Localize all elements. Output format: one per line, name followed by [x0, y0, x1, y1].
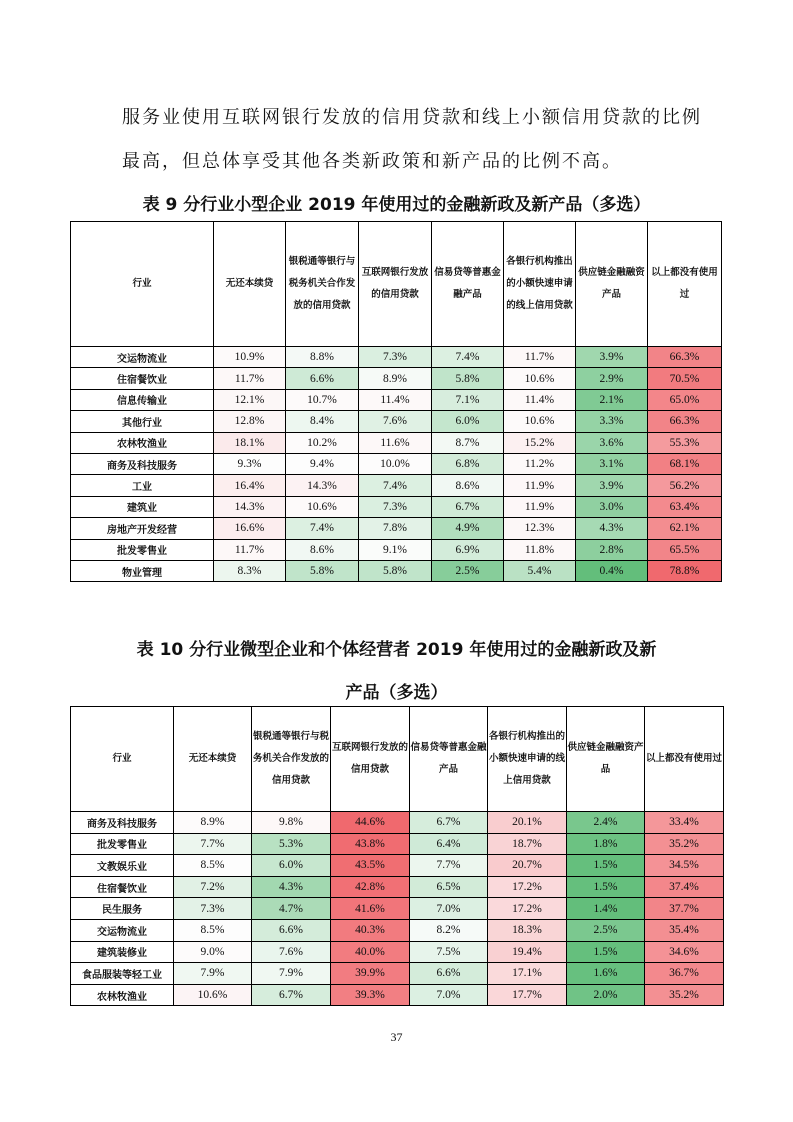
value-cell: 1.6% — [567, 963, 645, 985]
table-row — [71, 963, 724, 985]
value-cell: 6.5% — [410, 876, 488, 898]
value-cell: 16.6% — [214, 518, 286, 539]
industry-cell: 建筑装修业 — [71, 941, 174, 963]
value-cell: 6.6% — [410, 963, 488, 985]
value-cell: 43.8% — [331, 833, 410, 855]
industry-cell: 住宿餐饮业 — [71, 368, 214, 389]
value-cell: 3.6% — [576, 432, 648, 453]
value-cell: 10.6% — [504, 368, 576, 389]
value-cell: 6.0% — [432, 411, 504, 432]
value-cell: 7.3% — [359, 496, 432, 517]
industry-cell: 其他行业 — [71, 411, 214, 432]
value-cell: 11.9% — [504, 496, 576, 517]
table10-header-6: 供应链金融融资产品 — [567, 707, 645, 812]
value-cell: 34.5% — [645, 855, 724, 877]
intro-line-1: 服务业使用互联网银行发放的信用贷款和线上小额信用贷款的比例 — [122, 107, 702, 128]
table9-body — [71, 347, 722, 582]
industry-cell: 房地产开发经营 — [71, 518, 214, 539]
value-cell: 65.0% — [648, 389, 722, 410]
value-cell: 6.7% — [410, 812, 488, 834]
value-cell: 12.1% — [214, 389, 286, 410]
value-cell: 35.2% — [645, 833, 724, 855]
value-cell: 18.1% — [214, 432, 286, 453]
value-cell: 10.6% — [286, 496, 359, 517]
value-cell: 11.8% — [504, 539, 576, 560]
value-cell: 65.5% — [648, 539, 722, 560]
value-cell: 7.4% — [286, 518, 359, 539]
table9-header-0: 行业 — [71, 222, 214, 347]
industry-cell: 交运物流业 — [71, 919, 174, 941]
value-cell: 37.4% — [645, 876, 724, 898]
value-cell: 8.9% — [359, 368, 432, 389]
table-row — [71, 539, 722, 560]
value-cell: 6.7% — [432, 496, 504, 517]
value-cell: 11.4% — [504, 389, 576, 410]
value-cell: 6.4% — [410, 833, 488, 855]
value-cell: 66.3% — [648, 347, 722, 368]
table-row — [71, 496, 722, 517]
value-cell: 3.9% — [576, 475, 648, 496]
table10-header-0: 行业 — [71, 707, 174, 812]
value-cell: 78.8% — [648, 560, 722, 581]
value-cell: 1.5% — [567, 941, 645, 963]
value-cell: 8.2% — [410, 919, 488, 941]
value-cell: 7.0% — [410, 898, 488, 920]
table9-header-2: 银税通等银行与税务机关合作发放的信用贷款 — [286, 222, 359, 347]
value-cell: 18.7% — [488, 833, 567, 855]
intro-line-2: 最高，但总体享受其他各类新政策和新产品的比例不高。 — [122, 151, 622, 172]
table9-header-row — [71, 222, 722, 347]
value-cell: 2.5% — [432, 560, 504, 581]
industry-cell: 交运物流业 — [71, 347, 214, 368]
table10-header-2: 银税通等银行与税务机关合作发放的信用贷款 — [252, 707, 331, 812]
value-cell: 7.5% — [410, 941, 488, 963]
table-row — [71, 389, 722, 410]
value-cell: 9.3% — [214, 453, 286, 474]
value-cell: 63.4% — [648, 496, 722, 517]
table-row — [71, 411, 722, 432]
value-cell: 8.4% — [286, 411, 359, 432]
table-row — [71, 518, 722, 539]
value-cell: 6.8% — [432, 453, 504, 474]
value-cell: 68.1% — [648, 453, 722, 474]
value-cell: 7.4% — [359, 475, 432, 496]
value-cell: 11.6% — [359, 432, 432, 453]
value-cell: 8.8% — [286, 347, 359, 368]
industry-cell: 农林牧渔业 — [71, 984, 174, 1006]
value-cell: 41.6% — [331, 898, 410, 920]
table-row — [71, 432, 722, 453]
industry-cell: 住宿餐饮业 — [71, 876, 174, 898]
table10-body — [71, 812, 724, 1006]
value-cell: 9.4% — [286, 453, 359, 474]
value-cell: 8.6% — [286, 539, 359, 560]
value-cell: 66.3% — [648, 411, 722, 432]
table9-header-1: 无还本续贷 — [214, 222, 286, 347]
value-cell: 14.3% — [286, 475, 359, 496]
table-row — [71, 898, 724, 920]
value-cell: 7.6% — [252, 941, 331, 963]
value-cell: 16.4% — [214, 475, 286, 496]
value-cell: 39.3% — [331, 984, 410, 1006]
value-cell: 17.1% — [488, 963, 567, 985]
value-cell: 4.3% — [252, 876, 331, 898]
value-cell: 7.0% — [410, 984, 488, 1006]
table10-header-4: 信易贷等普惠金融产品 — [410, 707, 488, 812]
industry-cell: 农林牧渔业 — [71, 432, 214, 453]
value-cell: 12.8% — [214, 411, 286, 432]
value-cell: 56.2% — [648, 475, 722, 496]
table-row — [71, 941, 724, 963]
value-cell: 35.2% — [645, 984, 724, 1006]
table-row — [71, 560, 722, 581]
value-cell: 8.5% — [174, 855, 252, 877]
table-row — [71, 368, 722, 389]
value-cell: 6.6% — [252, 919, 331, 941]
table-row — [71, 453, 722, 474]
table10-header-5: 各银行机构推出的小额快速申请的线上信用贷款 — [488, 707, 567, 812]
value-cell: 6.9% — [432, 539, 504, 560]
industry-cell: 物业管理 — [71, 560, 214, 581]
value-cell: 7.9% — [174, 963, 252, 985]
value-cell: 1.5% — [567, 855, 645, 877]
table9-header-3: 互联网银行发放的信用贷款 — [359, 222, 432, 347]
value-cell: 8.6% — [432, 475, 504, 496]
value-cell: 18.3% — [488, 919, 567, 941]
table-row — [71, 347, 722, 368]
value-cell: 15.2% — [504, 432, 576, 453]
value-cell: 9.8% — [252, 812, 331, 834]
value-cell: 11.4% — [359, 389, 432, 410]
value-cell: 5.8% — [432, 368, 504, 389]
table9-header-4: 信易贷等普惠金融产品 — [432, 222, 504, 347]
value-cell: 14.3% — [214, 496, 286, 517]
value-cell: 7.7% — [410, 855, 488, 877]
value-cell: 10.2% — [286, 432, 359, 453]
value-cell: 10.6% — [504, 411, 576, 432]
value-cell: 1.8% — [567, 833, 645, 855]
value-cell: 1.5% — [567, 876, 645, 898]
value-cell: 20.7% — [488, 855, 567, 877]
table10-caption-line-1: 表 10 分行业微型企业和个体经营者 2019 年使用过的金融新政及新 — [136, 640, 657, 660]
value-cell: 11.2% — [504, 453, 576, 474]
industry-cell: 文教娱乐业 — [71, 855, 174, 877]
value-cell: 3.3% — [576, 411, 648, 432]
value-cell: 7.7% — [174, 833, 252, 855]
table-row — [71, 475, 722, 496]
value-cell: 2.0% — [567, 984, 645, 1006]
page-number: 37 — [390, 1030, 403, 1044]
table10 — [70, 706, 724, 1006]
value-cell: 6.7% — [252, 984, 331, 1006]
value-cell: 43.5% — [331, 855, 410, 877]
value-cell: 2.4% — [567, 812, 645, 834]
table10-header-3: 互联网银行发放的信用贷款 — [331, 707, 410, 812]
value-cell: 2.8% — [576, 539, 648, 560]
value-cell: 17.2% — [488, 876, 567, 898]
table10-caption-line-2: 产品（多选） — [345, 683, 448, 703]
value-cell: 5.8% — [286, 560, 359, 581]
industry-cell: 商务及科技服务 — [71, 453, 214, 474]
value-cell: 3.9% — [576, 347, 648, 368]
table10-header-7: 以上都没有使用过 — [645, 707, 724, 812]
value-cell: 11.9% — [504, 475, 576, 496]
value-cell: 36.7% — [645, 963, 724, 985]
value-cell: 3.1% — [576, 453, 648, 474]
industry-cell: 食品服装等轻工业 — [71, 963, 174, 985]
value-cell: 5.8% — [359, 560, 432, 581]
table9 — [70, 221, 722, 582]
industry-cell: 商务及科技服务 — [71, 812, 174, 834]
table-row — [71, 984, 724, 1006]
value-cell: 17.7% — [488, 984, 567, 1006]
value-cell: 12.3% — [504, 518, 576, 539]
industry-cell: 工业 — [71, 475, 214, 496]
value-cell: 20.1% — [488, 812, 567, 834]
industry-cell: 信息传输业 — [71, 389, 214, 410]
value-cell: 11.7% — [504, 347, 576, 368]
value-cell: 40.3% — [331, 919, 410, 941]
value-cell: 17.2% — [488, 898, 567, 920]
table9-header-6: 供应链金融融资产品 — [576, 222, 648, 347]
value-cell: 44.6% — [331, 812, 410, 834]
table-row — [71, 919, 724, 941]
value-cell: 2.9% — [576, 368, 648, 389]
value-cell: 7.2% — [174, 876, 252, 898]
industry-cell: 批发零售业 — [71, 833, 174, 855]
value-cell: 7.1% — [432, 389, 504, 410]
value-cell: 39.9% — [331, 963, 410, 985]
value-cell: 2.5% — [567, 919, 645, 941]
value-cell: 7.8% — [359, 518, 432, 539]
value-cell: 5.4% — [504, 560, 576, 581]
value-cell: 9.0% — [174, 941, 252, 963]
table9-header-7: 以上都没有使用过 — [648, 222, 722, 347]
value-cell: 40.0% — [331, 941, 410, 963]
value-cell: 33.4% — [645, 812, 724, 834]
table10-header-row — [71, 707, 724, 812]
table-row — [71, 833, 724, 855]
value-cell: 8.5% — [174, 919, 252, 941]
value-cell: 7.9% — [252, 963, 331, 985]
value-cell: 7.3% — [359, 347, 432, 368]
value-cell: 7.6% — [359, 411, 432, 432]
value-cell: 7.4% — [432, 347, 504, 368]
value-cell: 5.3% — [252, 833, 331, 855]
table9-caption: 表 9 分行业小型企业 2019 年使用过的金融新政及新产品（多选） — [142, 195, 651, 215]
table-row — [71, 876, 724, 898]
value-cell: 10.6% — [174, 984, 252, 1006]
value-cell: 4.3% — [576, 518, 648, 539]
value-cell: 11.7% — [214, 368, 286, 389]
value-cell: 11.7% — [214, 539, 286, 560]
value-cell: 35.4% — [645, 919, 724, 941]
value-cell: 62.1% — [648, 518, 722, 539]
value-cell: 10.9% — [214, 347, 286, 368]
value-cell: 37.7% — [645, 898, 724, 920]
value-cell: 6.6% — [286, 368, 359, 389]
value-cell: 0.4% — [576, 560, 648, 581]
value-cell: 10.7% — [286, 389, 359, 410]
value-cell: 10.0% — [359, 453, 432, 474]
value-cell: 8.3% — [214, 560, 286, 581]
value-cell: 55.3% — [648, 432, 722, 453]
value-cell: 70.5% — [648, 368, 722, 389]
value-cell: 7.3% — [174, 898, 252, 920]
value-cell: 3.0% — [576, 496, 648, 517]
industry-cell: 批发零售业 — [71, 539, 214, 560]
industry-cell: 建筑业 — [71, 496, 214, 517]
value-cell: 4.7% — [252, 898, 331, 920]
value-cell: 4.9% — [432, 518, 504, 539]
table-row — [71, 855, 724, 877]
table-row — [71, 812, 724, 834]
table10-header-1: 无还本续贷 — [174, 707, 252, 812]
value-cell: 8.7% — [432, 432, 504, 453]
value-cell: 42.8% — [331, 876, 410, 898]
table9-header-5: 各银行机构推出的小额快速申请的线上信用贷款 — [504, 222, 576, 347]
industry-cell: 民生服务 — [71, 898, 174, 920]
value-cell: 8.9% — [174, 812, 252, 834]
value-cell: 9.1% — [359, 539, 432, 560]
value-cell: 6.0% — [252, 855, 331, 877]
value-cell: 2.1% — [576, 389, 648, 410]
value-cell: 34.6% — [645, 941, 724, 963]
value-cell: 1.4% — [567, 898, 645, 920]
value-cell: 19.4% — [488, 941, 567, 963]
